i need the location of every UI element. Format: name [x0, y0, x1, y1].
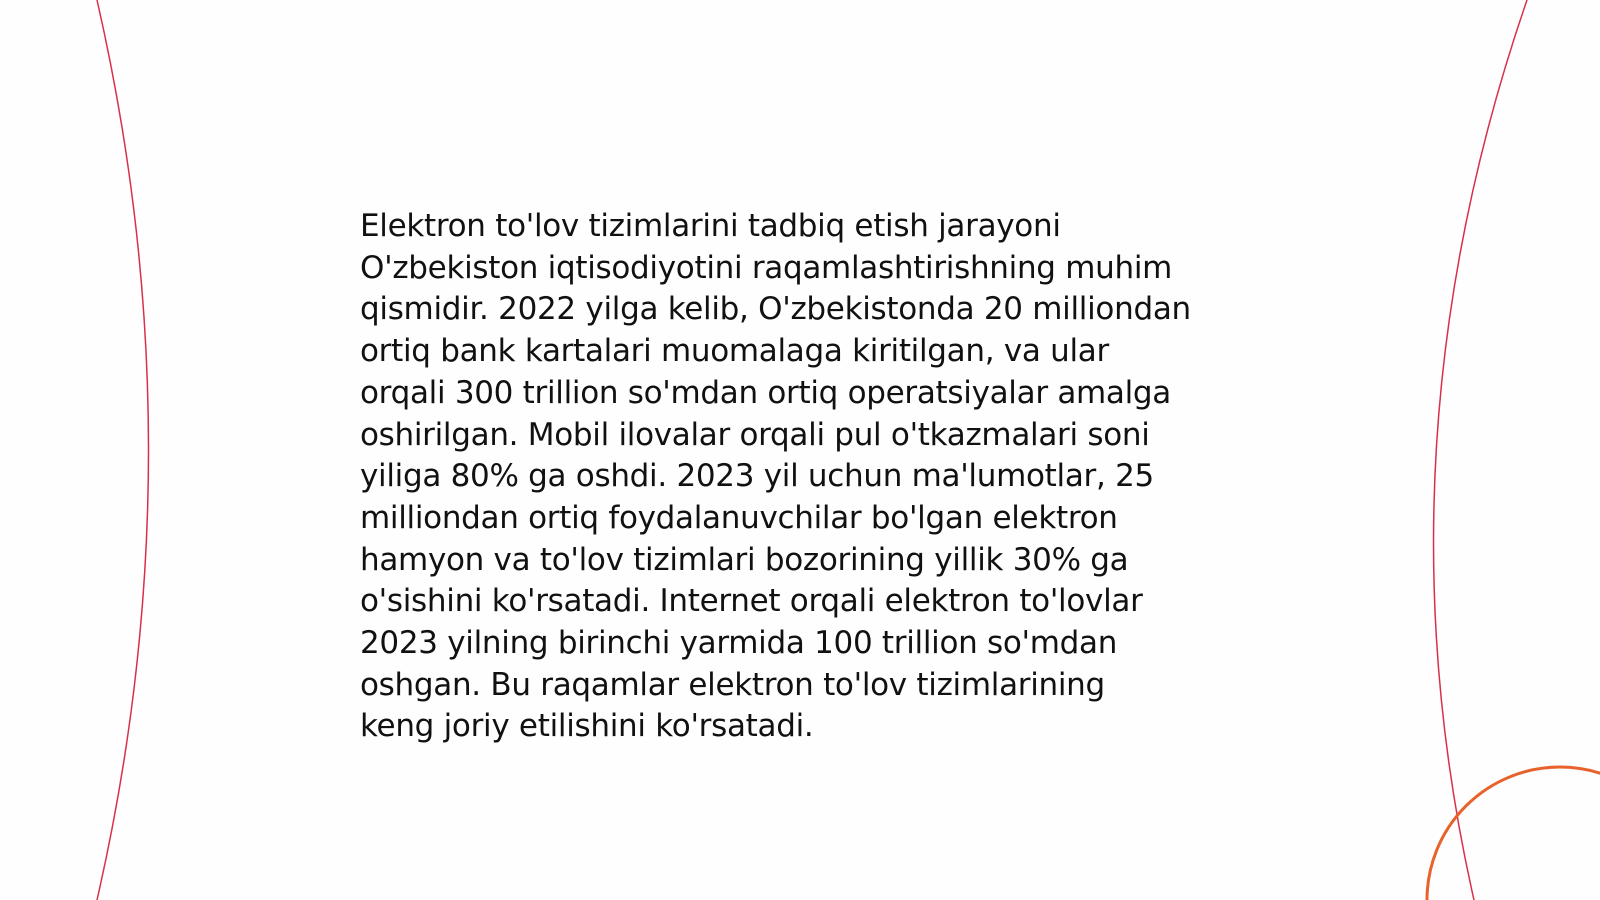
- right-curve: [1434, 0, 1527, 900]
- body-paragraph: Elektron to'lov tizimlarini tadbiq etish jarayoni O'zbekiston iqtisodiyotini raqamlashtirishning muhim qismidir. 2022 yilga kelib, O'zbekistonda 20 milliondan ortiq bank kartalari muomalaga kiritilgan, va ular orqali 300 trillion so'mdan ortiq operatsiyalar amalga oshirilgan. Mobil ilovalar orqali pul o'tkazmalari soni yiliga 80% ga oshdi. 2023 yil uchun ma'lumotlar, 25 milliondan ortiq foydalanuvchilar bo'lgan elektron hamyon va to'lov tizimlari bozorining yillik 30% ga o'sishini ko'rsatadi. Internet orqali elektron to'lovlar 2023 yilning birinchi yarmida 100 trillion so'mdan oshgan. Bu raqamlar elektron to'lov tizimlarining keng joriy etilishini ko'rsatadi.: [360, 208, 1191, 745]
- left-curve: [97, 0, 149, 900]
